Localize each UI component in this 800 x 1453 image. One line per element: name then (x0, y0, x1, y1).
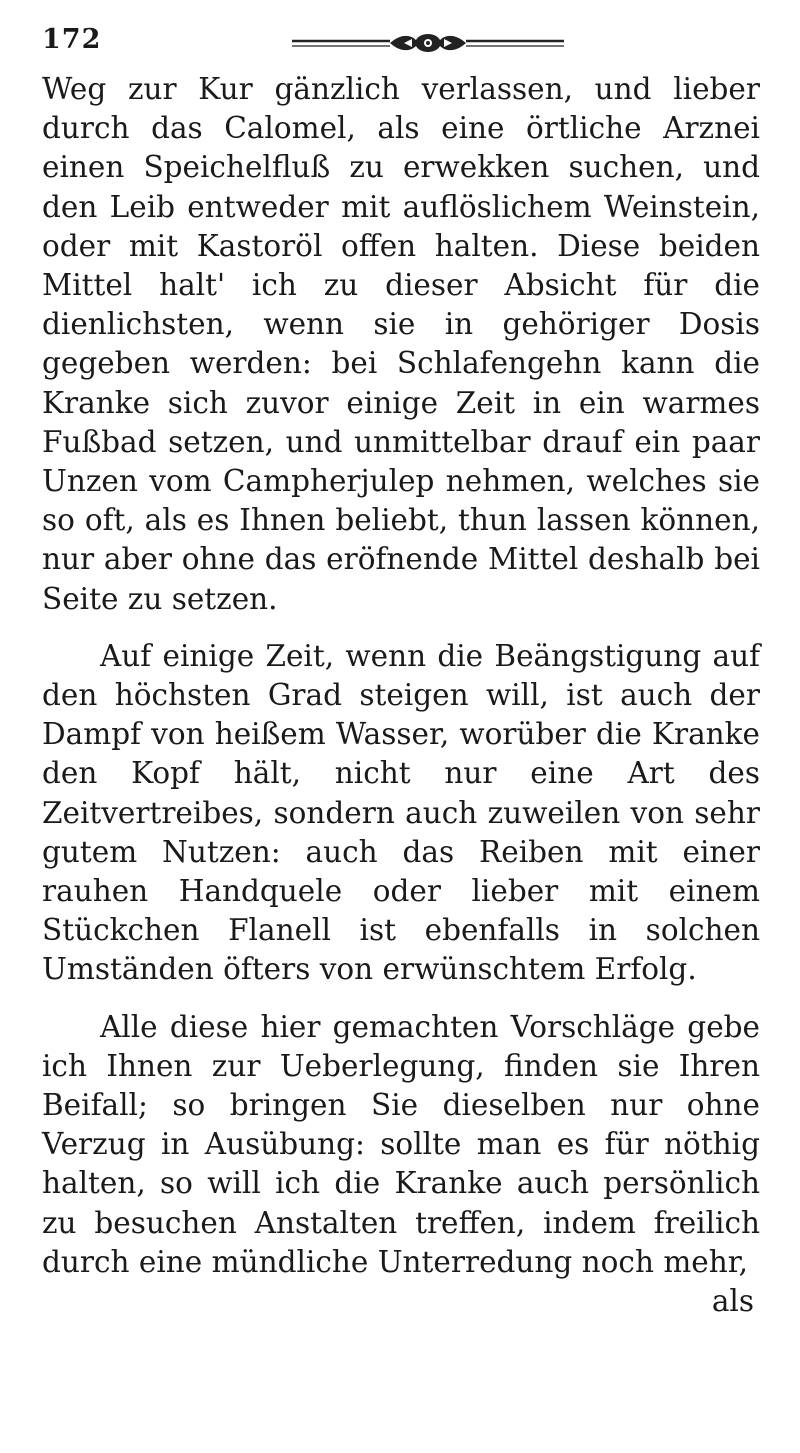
paragraph-3: Alle diese hier gemachten Vorschläge gebe ich Ihnen zur Ueberlegung, finden sie Ihren Beifall; so bringen Sie dieselben nur ohne Verzug in Ausübung: sollte man es für nöthig halten, so will ich die Kranke auch persönlich zu besuchen Anstalten treffen, indem freilich durch eine mündliche Unterredung noch mehr, (42, 1009, 760, 1279)
paragraph-1: Weg zur Kur gänzlich verlassen, und lieber durch das Calomel, als eine örtliche Arznei einen Speichelfluß zu erwekken suchen, und den Leib entweder mit auflöslichem Weinstein, oder mit Kastoröl offen halten. Diese beiden Mittel halt' ich zu dieser Absicht für die dienlichsten, wenn sie in gehöriger Dosis gegeben werden: bei Schlafengehn kann die Kranke sich zuvor einige Zeit in ein warmes Fußbad setzen, und unmittelbar drauf ein paar Unzen vom Campherjulep nehmen, welches sie so oft, als es Ihnen beliebt, thun lassen können, nur aber ohne das eröfnende Mittel deshalb bei Seite zu setzen. (42, 72, 760, 616)
page-number: 172 (42, 24, 102, 55)
paragraph-2: Auf einige Zeit, wenn die Beängstigung auf den höchsten Grad steigen will, ist auch der Dampf von heißem Wasser, worüber die Kranke den Kopf hält, nicht nur eine Art des Zeitvertreibes, sondern auch zuweilen von sehr gutem Nutzen: auch das Reiben mit einer rauhen Handquele oder lieber mit einem Stückchen Flanell ist ebenfalls in solchen Umständen öfters von erwünschtem Erfolg. (42, 638, 760, 987)
catchword: als (711, 1284, 754, 1319)
page-header (42, 18, 760, 70)
printer-ornament-icon (292, 30, 564, 58)
body-text (42, 70, 760, 1321)
